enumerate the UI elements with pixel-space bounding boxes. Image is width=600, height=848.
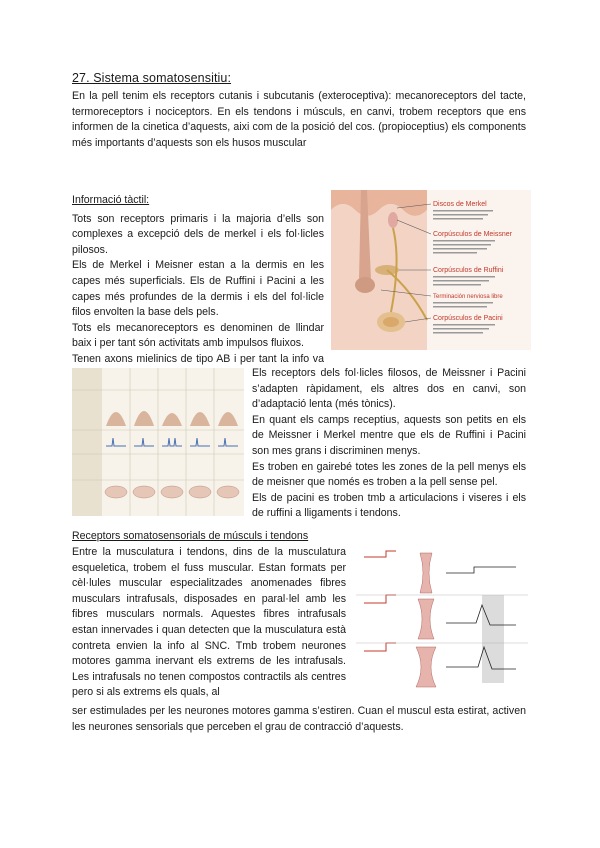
tactile-heading: Informació tàctil: [72, 194, 150, 206]
label-free-nerve: Terminación nerviosa libre [433, 294, 503, 300]
page-title: 27. Sistema somatosensitiu: [72, 71, 232, 85]
muscle-spindle-figure [356, 543, 528, 693]
tactile-line: Tenen axons mielinics de tipo AB i per tant la info va [72, 352, 324, 365]
adaptation-line: Es troben en gairebé totes les zones de la pell menys els de meisner que només es troben a la pell sense pel. [252, 460, 526, 489]
intro-paragraph: En la pell tenim els receptors cutanis i subcutanis (exteroceptiva): mecanoreceptors del tacte, termoreceptors i nociceptors. En els tendons i músculs, en canvi, trobem receptors que ens informen de la cinetica d’aquests, aixi com de la posició del cos. (propioceptius) els components més importants d’aquests son els husos muscular [72, 90, 526, 149]
muscle-paragraph: Entre la musculatura i tendons, dins de la musculatura esqueletica, trobem el fuss muscular. Estan formats per cèl·lules muscular especialitzades anomenades fibres musculars intrafusals, disposades en paral·lel amb les fibres musculars normals. Aquestes fibres intrafusals estan innervades i quan detecten que la musculatura està contreta envien la info al SNC. Tmb trobem neurones motores gamma inervant els extrems de les intrafusals. Les intrafusals no tenen compostos contractils als centres pero si als extrems els quals, al [72, 546, 346, 699]
label-pacini: Corpúsculos de Pacini [433, 315, 503, 322]
muscle-paragraph-tail: ser estimulades per les neurones motores gamma s’estiren. Cuan el muscul esta estirat, activen les neurones sensorials que perceben el grau de contracció d’aquests. [72, 705, 526, 733]
adaptation-line: En quant els camps receptius, aquests son petits en els de Meissner i Merkel mentre que els de Ruffini i Pacini son mes grans i discriminen menys. [252, 413, 526, 457]
label-meissner: Corpúsculos de Meissner [433, 231, 512, 238]
label-ruffini: Corpúsculos de Ruffini [433, 267, 504, 274]
adaptation-line: Els receptors dels fol·licles filosos, de Meissner i Pacini s’adapten ràpidament, els altres dos en canvi, son d’adaptació lenta (més tònics). [252, 367, 526, 411]
adaptation-line: Els de pacini es troben tmb a articulacions i viseres i els de ruffini a lligaments i tendons. [252, 491, 526, 520]
tactile-line: Tots son receptors primaris i la majoria d’ells son complexes a excepció dels de merkel i els fol·licles pilosos. [72, 212, 324, 256]
tactile-section [72, 193, 324, 383]
receptor-types-figure [72, 368, 244, 516]
adaptation-section [252, 366, 526, 522]
tactile-line: Els de Merkel i Meisner estan a la dermis en les capes més superficials. Els de Ruffini i Pacini a les capes més profundes de la dermis i els del fol·licle filos envolten la base dels pels. [72, 259, 324, 319]
muscle-heading: Receptors somatosensorials de músculs i tendons [72, 530, 309, 542]
skin-receptors-figure [331, 190, 531, 350]
tactile-line: Tots els mecanoreceptors es denominen de llindar baix i per tant són activitats amb impulsos fluixos. [72, 321, 324, 350]
label-merkel: Discos de Merkel [433, 201, 487, 208]
